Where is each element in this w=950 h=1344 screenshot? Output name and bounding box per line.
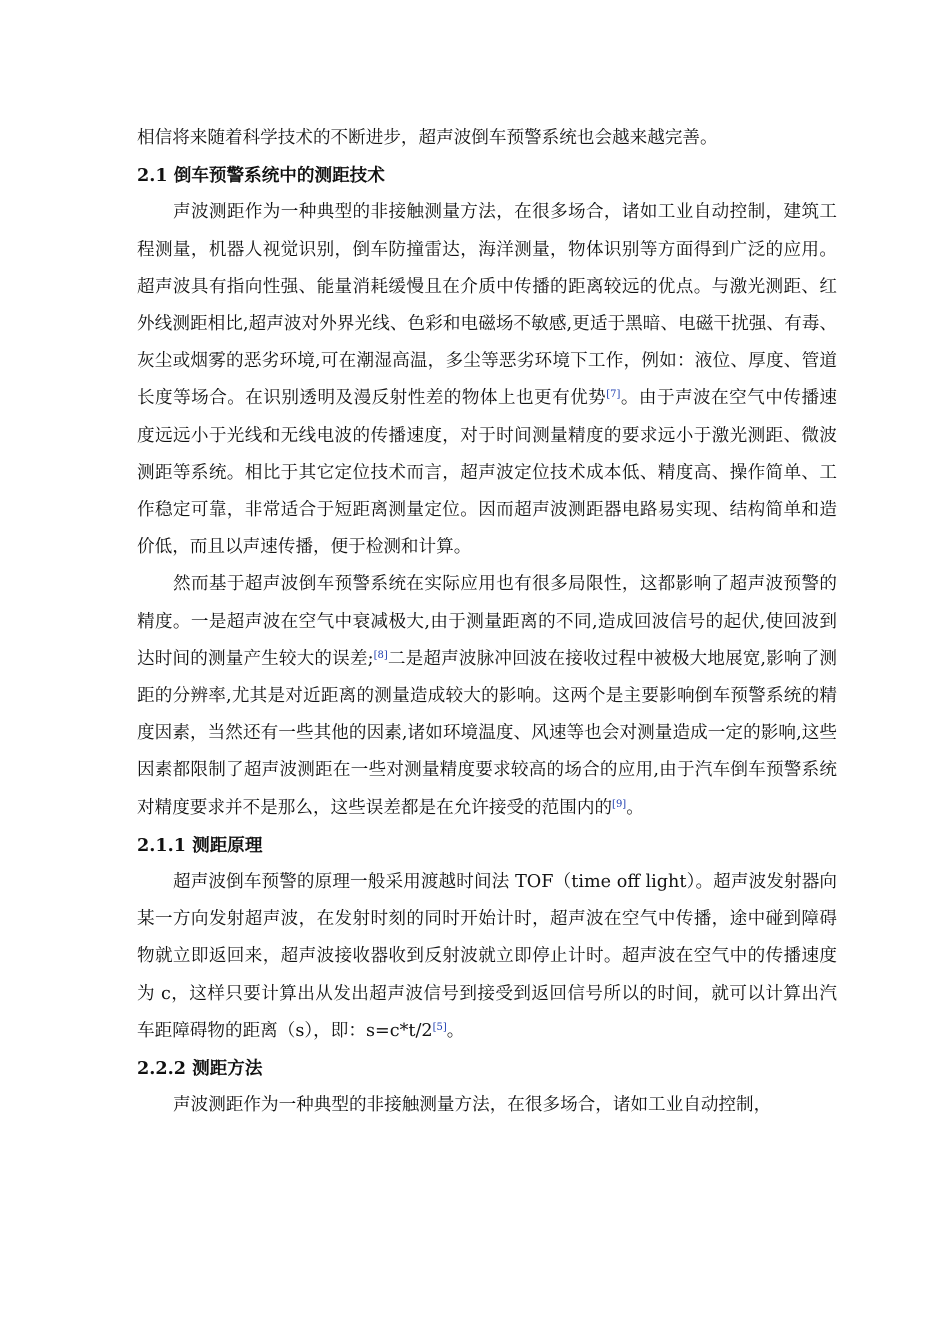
section-heading-2-1-1: 2.1.1 测距原理 xyxy=(137,834,263,856)
paragraph-text: 声波测距作为一种典型的非接触测量方法，在很多场合，诸如工业自动控制，建筑工程测量，机器人视觉识别，倒车防撞雷达，海洋测量，物体识别等方面得到广泛的应用。超声波具有指向性强、能量消耗缓慢且在介质中传播的距离较远的优点。与激光测距、红外线测距相比,超声波对外界光线、色彩和电磁场不敏感,更适于黑暗、电磁干扰强、有毒、灰尘或烟雾的恶劣环境,可在潮湿高温，多尘等恶劣环境下工作，例如：液位、厚度、管道长度等场合。在识别透明及漫反射性差的物体上也更有优势 xyxy=(137,202,837,409)
section-2-1-1-paragraph-1 xyxy=(137,864,837,1050)
section-2-1-paragraph-1 xyxy=(137,194,837,566)
citation-link[interactable]: [8] xyxy=(373,649,388,661)
paragraph-text: 二是超声波脉冲回波在接收过程中被极大地展宽,影响了测距的分辨率,尤其是对近距离的测量造成较大的影响。这两个是主要影响倒车预警系统的精度因素，当然还有一些其他的因素,诸如环境温度、风速等也会对测量造成一定的影响,这些因素都限制了超声波测距在一些对测量精度要求较高的场合的应用,由于汽车倒车预警系统对精度要求并不是那么，这些误差都是在允许接受的范围内的 xyxy=(137,648,837,818)
section-2-1-paragraph-2 xyxy=(137,566,837,826)
section-heading-2-2-2: 2.2.2 测距方法 xyxy=(137,1058,263,1080)
intro-paragraph: 相信将来随着科学技术的不断进步，超声波倒车预警系统也会越来越完善。 xyxy=(137,128,718,148)
citation-link[interactable]: [5] xyxy=(432,1021,447,1033)
paragraph-text: 。 xyxy=(626,797,644,818)
document-body xyxy=(137,120,837,1124)
paragraph-text: 。 xyxy=(446,1020,465,1041)
paragraph-text: 声波测距作为一种典型的非接触测量方法，在很多场合，诸如工业自动控制， xyxy=(173,1095,772,1116)
citation-link[interactable]: [7] xyxy=(606,389,621,401)
paragraph-text: 。由于声波在空气中传播速度远远小于光线和无线电波的传播速度，对于时间测量精度的要求远小于激光测距、微波测距等系统。相比于其它定位技术而言，超声波定位技术成本低、精度高、操作简单、工作稳定可靠，非常适合于短距离测量定位。因而超声波测距器电路易实现、结构简单和造价低，而且以声速传播，便于检测和计算。 xyxy=(137,388,837,558)
section-2-2-2-paragraph-1 xyxy=(137,1087,837,1124)
paragraph-text: 然而基于超声波倒车预警系统在实际应用也有很多局限性，这都影响了超声波预警的精度。一是超声波在空气中衰减极大,由于测量距离的不同,造成回波信号的起伏,使回波到达时间的测量产生较大的误差; xyxy=(137,574,837,669)
paragraph-text: 超声波倒车预警的原理一般采用渡越时间法 TOF（time off light）。超声波发射器向某一方向发射超声波，在发射时刻的同时开始计时，超声波在空气中传播，途中碰到障碍物就立即返回来，超声波接收器收到反射波就立即停止计时。超声波在空气中的传播速度为 c，这样只要计算出从发出超声波信号到接受到返回信号所以的时间，就可以计算出汽车距障碍物的距离（s），即：s=c*t/2 xyxy=(137,872,837,1041)
citation-link[interactable]: [9] xyxy=(612,798,627,810)
section-heading-2-1: 2.1 倒车预警系统中的测距技术 xyxy=(137,165,385,187)
